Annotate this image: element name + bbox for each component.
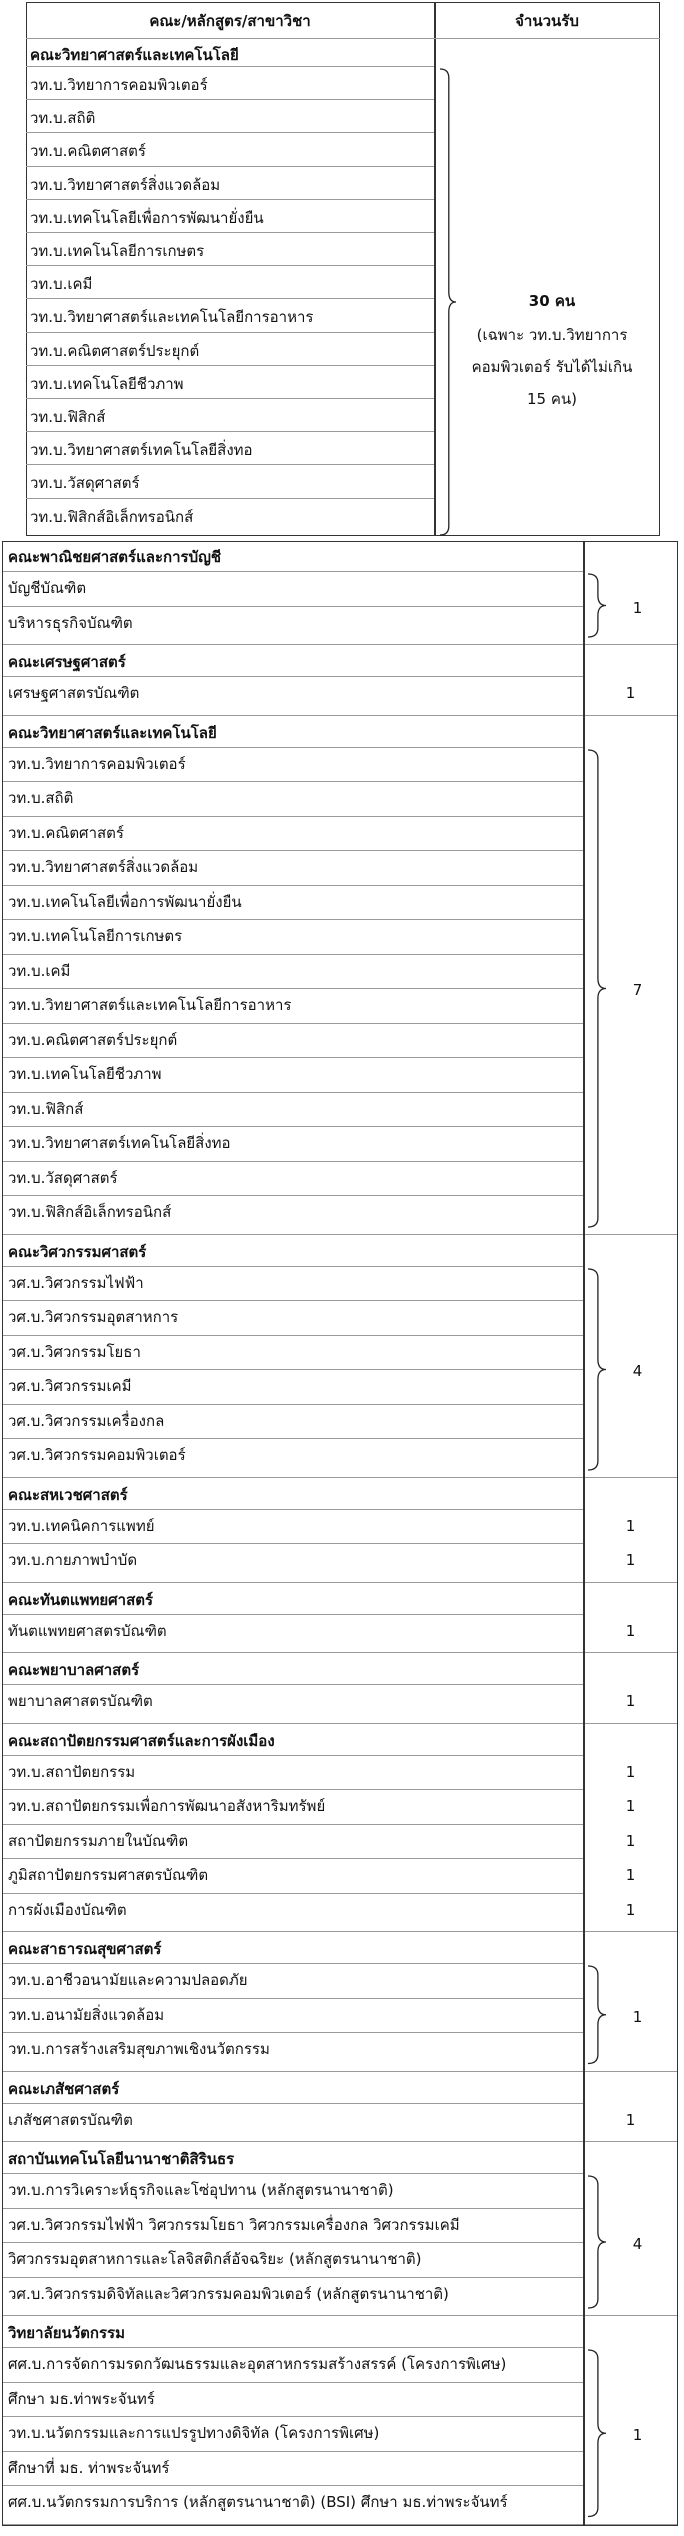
group-title: สถาบันเทคโนโลยีนานาชาติสิรินธร — [8, 2150, 235, 2168]
program-name: วท.บ.การวิเคราะห์ธุรกิจและโซ่อุปทาน (หลักสูตรนานาชาติ) — [8, 2181, 394, 2199]
top-program-name: วท.บ.เทคโนโลยีการเกษตร — [30, 242, 205, 260]
top-program-name: วท.บ.เทคโนโลยีเพื่อการพัฒนายั่งยืน — [30, 209, 264, 227]
top-row-line — [26, 99, 434, 100]
program-quota: 1 — [625, 684, 636, 702]
program-name: บริหารธุรกิจบัณฑิต — [8, 614, 133, 632]
top-row-line — [26, 199, 434, 200]
group-title: คณะทันตแพทยศาสตร์ — [8, 1591, 154, 1609]
group-title: คณะพยาบาลศาสตร์ — [8, 1661, 140, 1679]
group-quota: 1 — [632, 2426, 643, 2444]
program-name: วท.บ.ฟิสิกส์ — [8, 1100, 84, 1118]
group-quota: 1 — [632, 599, 643, 617]
top-quota-main: 30 คน — [528, 292, 576, 310]
program-name: บัญชีบัณฑิต — [8, 579, 87, 597]
program-name: วท.บ.วัสดุศาสตร์ — [8, 1169, 118, 1187]
program-name: วท.บ.เทคนิคการแพทย์ — [8, 1517, 155, 1535]
program-name: วศ.บ.วิศวกรรมอุตสาหการ — [8, 1308, 179, 1326]
program-name: ศึกษาที่ มธ. ท่าพระจันทร์ — [8, 2459, 170, 2477]
top-header-line — [26, 38, 660, 39]
program-name: ภูมิสถาปัตยกรรมศาสตรบัณฑิต — [8, 1866, 209, 1884]
group-title: คณะสหเวชศาสตร์ — [8, 1486, 128, 1504]
program-name: วท.บ.เทคโนโลยีเพื่อการพัฒนายั่งยืน — [8, 893, 242, 911]
group-title: คณะสาธารณสุขศาสตร์ — [8, 1940, 162, 1958]
top-row-line — [26, 464, 434, 465]
program-name: วท.บ.การสร้างเสริมสุขภาพเชิงนวัตกรรม — [8, 2040, 270, 2058]
group-title: คณะวิศวกรรมศาสตร์ — [8, 1243, 147, 1261]
program-name: วิศวกรรมอุตสาหการและโลจิสติกส์อัจฉริยะ (หลักสูตรนานาชาติ) — [8, 2250, 422, 2268]
top-program-name: วท.บ.เคมี — [30, 275, 93, 293]
top-header-program: คณะ/หลักสูตร/สาขาวิชา — [149, 12, 311, 30]
program-name: วท.บ.วิทยาศาสตร์และเทคโนโลยีการอาหาร — [8, 996, 292, 1014]
program-quota: 1 — [625, 1832, 636, 1850]
group-quota: 4 — [632, 2235, 643, 2253]
program-name: วท.บ.สถาปัตยกรรมเพื่อการพัฒนาอสังหาริมทรัพย์ — [8, 1797, 326, 1815]
top-program-name: วท.บ.ฟิสิกส์อิเล็กทรอนิกส์ — [30, 508, 194, 526]
group-title: คณะเภสัชศาสตร์ — [8, 2080, 120, 2098]
top-row-line — [26, 498, 434, 499]
program-name: ศศ.บ.การจัดการมรดกวัฒนธรรมและอุตสาหกรรมสร้างสรรค์ (โครงการพิเศษ) — [8, 2355, 507, 2373]
program-name: พยาบาลศาสตรบัณฑิต — [8, 1692, 153, 1710]
main-table-divider — [583, 541, 585, 2526]
top-quota-note: คอมพิวเตอร์ รับได้ไม่เกิน — [471, 358, 633, 376]
program-name: วท.บ.กายภาพบำบัด — [8, 1551, 138, 1569]
program-name: วศ.บ.วิศวกรรมเคมี — [8, 1377, 132, 1395]
top-faculty-title: คณะวิทยาศาสตร์และเทคโนโลยี — [30, 46, 239, 64]
program-name: วท.บ.คณิตศาสตร์ประยุกต์ — [8, 1031, 178, 1049]
program-name: วท.บ.อาชีวอนามัยและความปลอดภัย — [8, 1971, 248, 1989]
program-name: วท.บ.เทคโนโลยีการเกษตร — [8, 927, 183, 945]
top-program-name: วท.บ.คณิตศาสตร์ — [30, 142, 146, 160]
main-table-border — [2, 541, 678, 2526]
program-name: วศ.บ.วิศวกรรมไฟฟ้า — [8, 1274, 144, 1292]
program-name: ศึกษา มธ.ท่าพระจันทร์ — [8, 2390, 155, 2408]
program-name: วศ.บ.วิศวกรรมโยธา — [8, 1343, 141, 1361]
program-name: วท.บ.วิทยาการคอมพิวเตอร์ — [8, 755, 186, 773]
program-name: เภสัชศาสตรบัณฑิต — [8, 2111, 133, 2129]
group-quota: 7 — [632, 981, 643, 999]
top-row-line — [26, 66, 434, 67]
top-row-line — [26, 431, 434, 432]
top-quota-note: 15 คน) — [527, 390, 577, 408]
program-name: วศ.บ.วิศวกรรมดิจิทัลและวิศวกรรมคอมพิวเตอร์ (หลักสูตรนานาชาติ) — [8, 2285, 449, 2303]
top-row-line — [26, 398, 434, 399]
group-title: คณะวิทยาศาสตร์และเทคโนโลยี — [8, 724, 217, 742]
top-row-line — [26, 265, 434, 266]
top-table-divider — [434, 2, 436, 536]
top-program-name: วท.บ.ฟิสิกส์ — [30, 408, 106, 426]
program-name: วท.บ.สถิติ — [8, 789, 74, 807]
program-name: วท.บ.เทคโนโลยีชีวภาพ — [8, 1065, 162, 1083]
group-title: คณะพาณิชยศาสตร์และการบัญชี — [8, 548, 222, 566]
top-quota-note: (เฉพาะ วท.บ.วิทยาการ — [476, 326, 628, 344]
top-program-name: วท.บ.วิทยาศาสตร์เทคโนโลยีสิ่งทอ — [30, 441, 253, 459]
program-name: วท.บ.วิทยาศาสตร์เทคโนโลยีสิ่งทอ — [8, 1134, 231, 1152]
group-title: คณะเศรษฐศาสตร์ — [8, 653, 126, 671]
top-program-name: วท.บ.วิทยาการคอมพิวเตอร์ — [30, 76, 208, 94]
program-name: วท.บ.สถาปัตยกรรม — [8, 1763, 136, 1781]
group-quota: 1 — [632, 2008, 643, 2026]
program-name: วท.บ.คณิตศาสตร์ — [8, 824, 124, 842]
program-name: วศ.บ.วิศวกรรมไฟฟ้า วิศวกรรมโยธา วิศวกรรมเครื่องกล วิศวกรรมเคมี — [8, 2216, 460, 2234]
top-program-name: วท.บ.วิทยาศาสตร์สิ่งแวดล้อม — [30, 176, 221, 194]
program-quota: 1 — [625, 2111, 636, 2129]
group-title: คณะสถาปัตยกรรมศาสตร์และการผังเมือง — [8, 1732, 275, 1750]
program-quota: 1 — [625, 1517, 636, 1535]
program-name: วท.บ.ฟิสิกส์อิเล็กทรอนิกส์ — [8, 1203, 172, 1221]
program-name: วท.บ.อนามัยสิ่งแวดล้อม — [8, 2006, 165, 2024]
top-program-name: วท.บ.คณิตศาสตร์ประยุกต์ — [30, 342, 200, 360]
program-name: วท.บ.นวัตกรรมและการแปรรูปทางดิจิทัล (โครงการพิเศษ) — [8, 2424, 380, 2442]
program-name: วศ.บ.วิศวกรรมเครื่องกล — [8, 1412, 165, 1430]
program-name: การผังเมืองบัณฑิต — [8, 1901, 127, 1919]
top-program-name: วท.บ.สถิติ — [30, 109, 96, 127]
program-name: ศศ.บ.นวัตกรรมการบริการ (หลักสูตรนานาชาติ) (BSI) ศึกษา มธ.ท่าพระจันทร์ — [8, 2493, 508, 2511]
top-row-line — [26, 332, 434, 333]
group-title: วิทยาลัยนวัตกรรม — [8, 2324, 126, 2342]
top-row-line — [26, 132, 434, 133]
program-name: วท.บ.เคมี — [8, 962, 71, 980]
program-quota: 1 — [625, 1901, 636, 1919]
program-quota: 1 — [625, 1551, 636, 1569]
top-row-line — [26, 232, 434, 233]
group-quota: 4 — [632, 1362, 643, 1380]
program-quota: 1 — [625, 1763, 636, 1781]
top-row-line — [26, 365, 434, 366]
top-header-quota: จำนวนรับ — [515, 12, 579, 30]
top-program-name: วท.บ.วิทยาศาสตร์และเทคโนโลยีการอาหาร — [30, 308, 314, 326]
program-quota: 1 — [625, 1692, 636, 1710]
top-program-name: วท.บ.วัสดุศาสตร์ — [30, 474, 140, 492]
program-name: สถาปัตยกรรมภายในบัณฑิต — [8, 1832, 189, 1850]
program-name: วศ.บ.วิศวกรรมคอมพิวเตอร์ — [8, 1446, 186, 1464]
program-name: วท.บ.วิทยาศาสตร์สิ่งแวดล้อม — [8, 858, 199, 876]
program-quota: 1 — [625, 1866, 636, 1884]
program-name: ทันตแพทยศาสตรบัณฑิต — [8, 1622, 167, 1640]
top-program-name: วท.บ.เทคโนโลยีชีวภาพ — [30, 375, 184, 393]
program-quota: 1 — [625, 1797, 636, 1815]
program-name: เศรษฐศาสตรบัณฑิต — [8, 684, 140, 702]
program-quota: 1 — [625, 1622, 636, 1640]
top-row-line — [26, 166, 434, 167]
top-row-line — [26, 298, 434, 299]
